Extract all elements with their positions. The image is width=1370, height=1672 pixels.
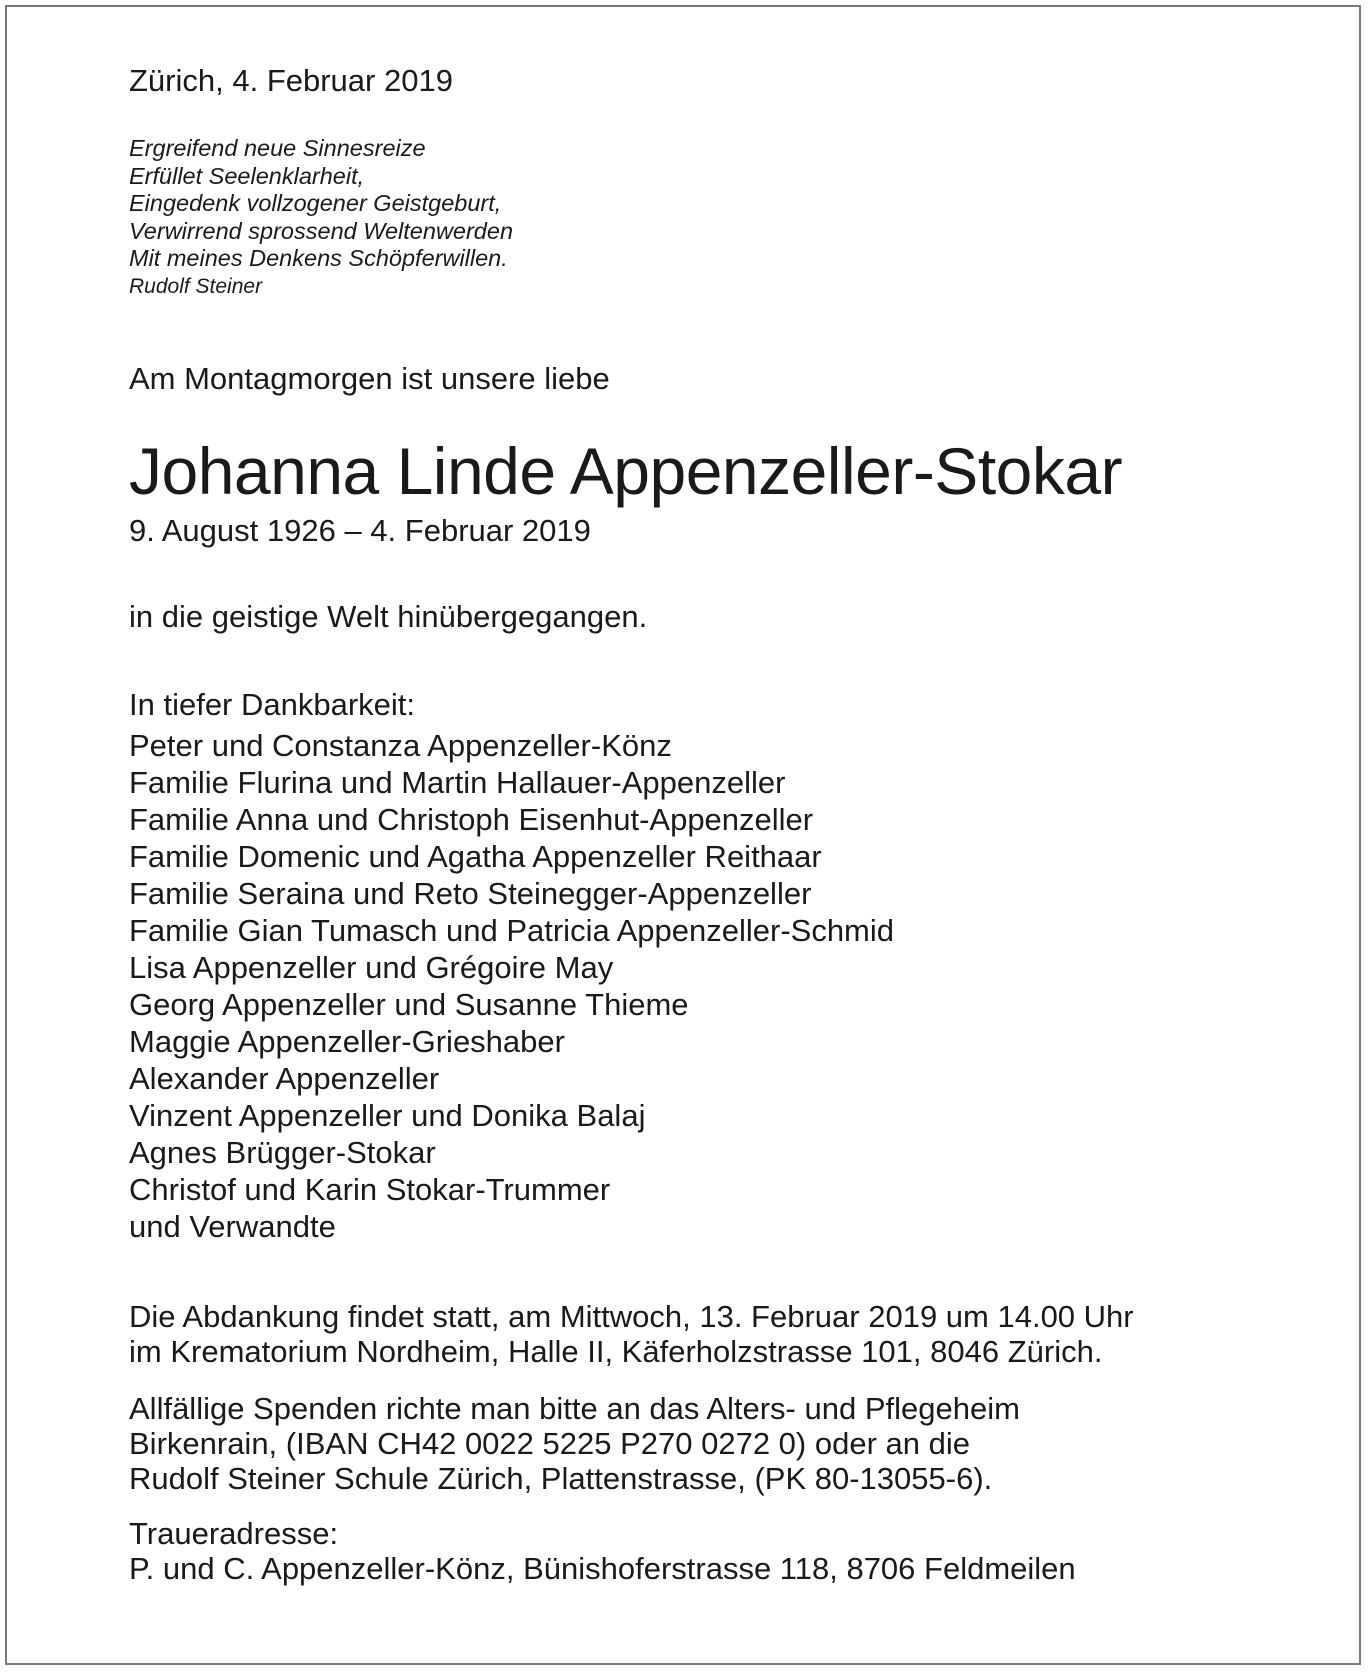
intro-text: Am Montagmorgen ist unsere liebe (129, 360, 610, 396)
mourner: Christof und Karin Stokar-Trummer (129, 1171, 611, 1207)
mourner: Lisa Appenzeller und Grégoire May (129, 949, 614, 985)
donation-line: Rudolf Steiner Schule Zürich, Plattenstrasse, (PK 80-13055-6). (129, 1460, 993, 1496)
mourner: Agnes Brügger-Stokar (129, 1134, 436, 1170)
notice-content (129, 61, 1309, 1586)
thanks-heading: In tiefer Dankbarkeit: (129, 686, 416, 722)
obituary-notice (5, 5, 1361, 1665)
donation-line: Allfällige Spenden richte man bitte an das Alters- und Pflegeheim (129, 1390, 1020, 1426)
mourner: Georg Appenzeller und Susanne Thieme (129, 986, 689, 1022)
ceremony-line: im Krematorium Nordheim, Halle II, Käferholzstrasse 101, 8046 Zürich. (129, 1333, 1103, 1369)
poem-line: Verwirrend sprossend Weltenwerden (129, 217, 514, 244)
place-date: Zürich, 4. Februar 2019 (129, 63, 453, 98)
mourner: Familie Flurina und Martin Hallauer-Appenzeller (129, 764, 786, 800)
mourner: Familie Domenic und Agatha Appenzeller Reithaar (129, 838, 822, 874)
life-dates: 9. August 1926 – 4. Februar 2019 (129, 512, 591, 548)
poem-author: Rudolf Steiner (129, 274, 263, 298)
deceased-name: Johanna Linde Appenzeller-Stokar (129, 433, 1123, 508)
mourner: Familie Gian Tumasch und Patricia Appenzeller-Schmid (129, 912, 895, 948)
donation-info (129, 1391, 1309, 1496)
mourners-list (129, 727, 1309, 1245)
poem (129, 135, 1309, 301)
poem-line: Ergreifend neue Sinnesreize (129, 135, 426, 161)
ceremony-info (129, 1299, 1309, 1369)
mourner: Maggie Appenzeller-Grieshaber (129, 1023, 565, 1059)
mourning-address: P. und C. Appenzeller-Könz, Bünishoferstrasse 118, 8706 Feldmeilen (129, 1550, 1076, 1586)
mourner: Vinzent Appenzeller und Donika Balaj (129, 1097, 646, 1133)
donation-line: Birkenrain, (IBAN CH42 0022 5225 P270 0272 0) oder an die (129, 1425, 970, 1461)
address-label: Traueradresse: (129, 1515, 339, 1551)
poem-line: Mit meines Denkens Schöpferwillen. (129, 245, 508, 271)
mourner: Peter und Constanza Appenzeller-Könz (129, 727, 672, 763)
passed-text: in die geistige Welt hinübergegangen. (129, 598, 648, 634)
mourner: Familie Seraina und Reto Steinegger-Appenzeller (129, 875, 812, 911)
poem-line: Eingedenk vollzogener Geistgeburt, (129, 190, 502, 216)
mourner: und Verwandte (129, 1208, 336, 1244)
mourner: Familie Anna und Christoph Eisenhut-Appenzeller (129, 801, 814, 837)
mourner: Alexander Appenzeller (129, 1060, 440, 1096)
poem-line: Erfüllet Seelenklarheit, (129, 162, 365, 189)
ceremony-line: Die Abdankung findet statt, am Mittwoch, 13. Februar 2019 um 14.00 Uhr (129, 1298, 1134, 1334)
